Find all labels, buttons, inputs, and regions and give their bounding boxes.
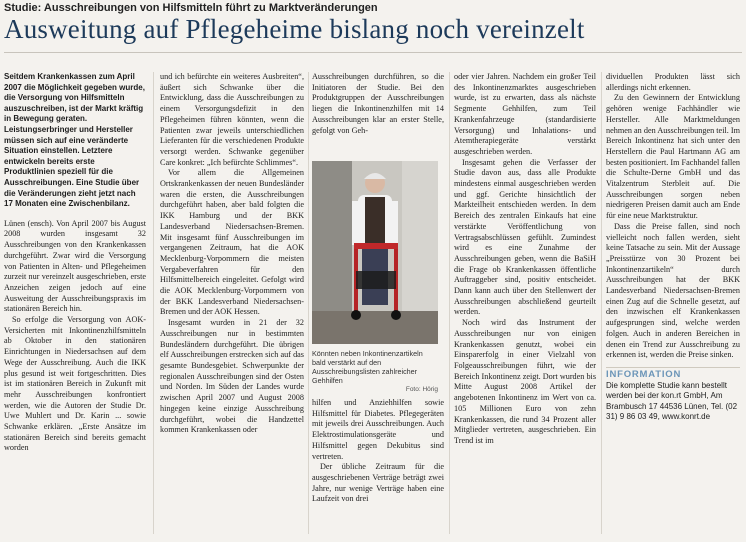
- body-paragraph: hilfen und Anziehhilfen sowie Hilfsmittel für Diabetes. Pflegegeräten mit jeweils drei Ausschreibungen. Auch Elektrostimulationsgeräte und Hilfsmittel gegen Dekubitus sind vertreten.: [312, 398, 444, 461]
- body-paragraph: Vor allem die Allgemeinen Ortskrankenkassen der neuen Bundesländer waren die ersten, die Ausschreibungen durchgeführt haben, aber bald folgten die IKK Hamburg und der BKK Landesverband Niedersachsen-Bremen. Mit insgesamt fünf Ausschreibungen im vergangenen Zeitraum, hat die AOK Mecklenburg-Vorpommern die meisten Vergabeverfahren für den Hilfsmittelbereich eingeleitet. Gefolgt wird die AOK Mecklenburg-Vorpommern von der BKK Landesverband Niedersachsen-Bremen und der AOK Hessen.: [160, 168, 304, 317]
- photo-caption: [312, 349, 438, 394]
- body-paragraph: Insgesamt wurden in 21 der 32 Ausschreibungen nur in bestimmten Bundesländern durchgeführt. Die übrigen elf Ausschreibungen erstrecken sich auf das gesamte Bundesgebiet. Schwerpunkte der regionalen Ausschreibungen sind der Osten und Norden. Im Süden der Landes wurde zwischen April 2007 und August 2008 hingegen keine einzige Ausschreibung durchgeführt, wobei die Handzettel kommen Krankenkassen oder: [160, 318, 304, 435]
- article-kicker: Studie: Ausschreibungen von Hilfsmitteln führt zu Marktveränderungen: [4, 2, 378, 14]
- photo-illustration: [312, 161, 438, 344]
- body-paragraph: Der übliche Zeitraum für die ausgeschriebenen Verträge beträgt zwei Jahre, nur wenige Verträge haben eine Laufzeit von drei: [312, 462, 444, 504]
- lead-paragraph: Seitdem Krankenkassen zum April 2007 die Möglichkeit gegeben wurde, die Versorgung von Hilfsmitteln auszuschreiben, ist der Markt kräftig in Bewegung geraten. Leistungserbringer und Hersteller müssen sich auf eine veränderte Situation einstellen. Letztere entwickeln bereits erste Produktlinien speziell für die Ausschreibungen. Eine Studie über die Veränderungen zieht jetzt nach 17 Monaten eine Zwischenbilanz.: [4, 72, 145, 209]
- column-4: [454, 72, 596, 538]
- photo-walker-man: [312, 161, 438, 344]
- photo-credit: Foto: Hörig: [405, 386, 438, 393]
- body-paragraph: Insgesamt gehen die Verfasser der Studie davon aus, dass alle Produkte mindestens einmal ausgeschrieben werden und ggf. Gerichte hinsichtlich der Markteilheit entschieden werden. In dem Bereich des zentralen Einkaufs hat eine verstärkte Veröffentlichung von Vertragsabschlüssen gefühlt. Zumindest wird es eine Zunahme der Ausschreibungen geben, wenn die BaSiH die Frage ob Krankenkassen öffentliche Auftraggeber sind, positiv entscheidet. Dann kann auch über den Stellenwert der Ausschreibungen abschließend geurteilt werden.: [454, 157, 596, 317]
- body-paragraph: Noch wird das Instrument der Ausschreibungen nur von einigen Krankenkassen genutzt, wobei ein Einsparerfolg in einer Vielzahl von Folgeausschreibungen führt, wie der Bereich Inkontinenz zeigt. Dort wurden bis Mitte August 2008 Artikel der angebotenen Inkontinenz im Wert von ca. 105 Millionen Euro von zehn Krankenkassen, die rund 34 Prozent aller Mitglieder vertreten, ausgeschrieben. Ein Trend ist im: [454, 318, 596, 445]
- body-paragraph: Ausschreibungen durchführen, so die Initiatoren der Studie. Bei den Produktgruppen der Ausschreibungen liegen die Inkontinenzhilfen mit 14 Ausschreibungen klar an erster Stelle, gefolgt von Geh-: [312, 72, 444, 135]
- body-paragraph: Dass die Preise fallen, sind noch vielleicht noch fallen werden, sieht keine Tatsache zu sein. Mit der Aussage „Preisstürze von 30 Prozent bei Inkontinenzartikeln“ durch Ausschreibungen hat der BKK Landesverband Niedersachsen-Bremen einen Zug auf die Schnelle gesetzt, auf den inzwischen elf Krankenkassen aufgesprungen sind, welche werden folgen. Auch in anderen Bereichen in denen ein Trend zur Ausschreibung zu erkennen ist, werden die Preise sinken.: [606, 221, 740, 360]
- info-box-text: Die komplette Studie kann bestellt werden bei der kon.rt GmbH, Am Brambusch 17 44536 Lünen, Tel. (02 31) 9 86 03 49, www.konrt.de: [606, 380, 738, 422]
- column-divider: [449, 72, 450, 534]
- column-1: [4, 72, 146, 538]
- body-paragraph: dividuellen Produkten lässt sich allerdings nicht erkennen.: [606, 72, 740, 92]
- article-headline: Ausweitung auf Pflegeheime bislang noch vereinzelt: [4, 14, 585, 44]
- header-rule: [4, 52, 742, 53]
- column-3-bottom: [312, 398, 444, 536]
- caption-text: Könnten neben Inkontinenzartikeln bald verstärkt auf den Ausschreibungslisten zahlreicher Gehhilfen: [312, 349, 423, 385]
- info-box-title: INFORMATION: [606, 367, 740, 381]
- body-paragraph: Zu den Gewinnern der Entwicklung gehören wenige Fachhändler wie Hersteller. Alle Marktmeldungen nehmen an den Ausschreibungen teil. Im Bereich Inkontinenz hat sich unter den Herstellern die Paul Hartmann AG am besten positioniert. Im Fachhandel fallen die Schulte-Derne GmbH und das Vitalzentrum Sterbleit auf. Die Ausschreibungen sorgen neben niedrigeren Preisen damit auch am Ende für eine neue Marktstruktur.: [606, 93, 740, 221]
- column-divider: [308, 72, 309, 534]
- column-divider: [153, 72, 154, 534]
- body-paragraph: oder vier Jahren. Nachdem ein großer Teil des Inkontinenzmarktes ausgeschrieben wurde, ist zu erwarten, dass als nächste Segmente Gehhilfen, zum Teil Krankenfahrzeuge (standardisierte Versorgung) und Inhalations- und Atemtherapiegeräte verstärkt ausgeschrieben werden.: [454, 72, 596, 156]
- column-2: [160, 72, 304, 538]
- column-3-top: [312, 72, 444, 158]
- body-paragraph: So erfolge die Versorgung von AOK-Versicherten mit Inkontinenzhilfsmitteln ab Oktober in den stationären Einrichtungen in Niedersachsen auf dem Wege der Ausschreibung. Auch die IKK plus gesund ist weit fortgeschritten. Dies ist im stationären Bereich in Zukunft mit mehr Ausschreibungen konfrontiert werden, wie die Autoren der Studie Dr. Uwe Muhlert und Dr. Karin ... sowie Schwanke erklären. „Erste Ansätze im stationären Bereich sind bereits gemacht worden: [4, 315, 146, 453]
- column-divider: [601, 72, 602, 534]
- body-paragraph: und ich befürchte ein weiteres Ausbreiten“, äußert sich Schwanke über die Entwicklung, dass die Ausschreibungen zu einem Versorgungsdefizit in den Pflegeheimen führen könnten, wenn die Patienten zwar jeweils unterschiedlichen Lieferanten für die verschiedenen Produkte versorgt werden. Schwanke gegenüber Care konkret: „Ich befürchte Schlimmes“.: [160, 72, 304, 167]
- body-paragraph: Lünen (ensch). Von April 2007 bis August 2008 wurden insgesamt 32 Ausschreibungen von den Krankenkassen durchgeführt. Zwar wird die Versorgung von Patienten in Alten- und Pflegeheimen zurzeit nur vereinzelt ausgeschrieben, erste Anzeichen zeigen jedoch auf eine Ausweitung der Ausschreibungspraxis im stationären Bereich hin.: [4, 218, 146, 314]
- column-5: [606, 72, 740, 538]
